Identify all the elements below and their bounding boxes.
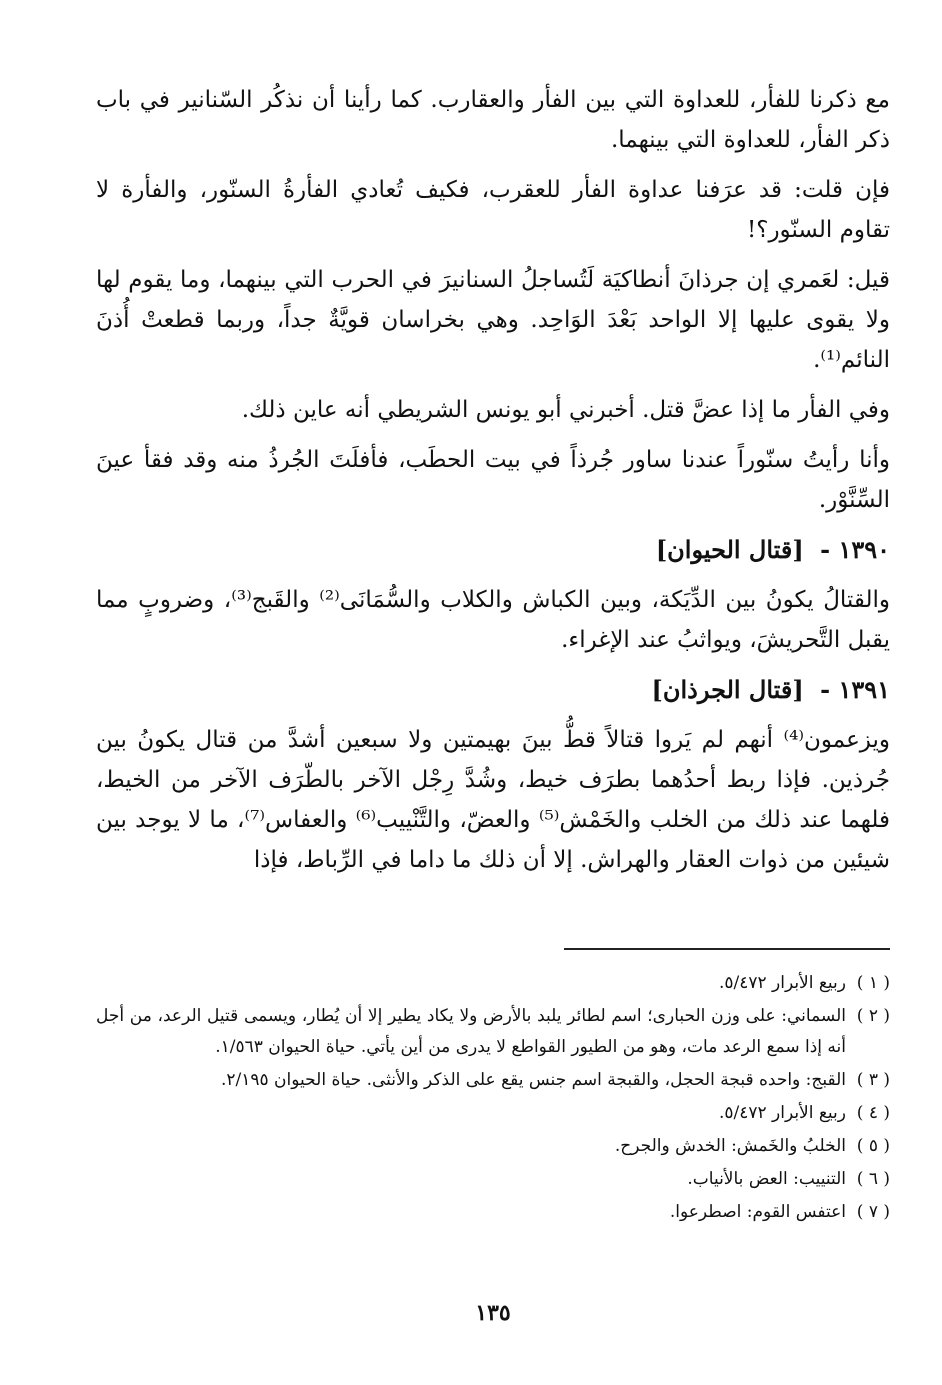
section-number-1390: ١٣٩٠ -: [820, 535, 890, 564]
footnote-text: الخلبُ والخَمش: الخدش والجرح.: [614, 1136, 846, 1156]
footnote-divider: [564, 948, 890, 950]
paragraph-rat-fighting: ويزعمون⁽⁴⁾ أنهم لم يَروا قتالاً قطُّ بينَ بهيمتين ولا سبعين أشدَّ من قتال يكونُ بين جُرذين. فإذا ربط أحدُهما بطرَف خيط، وشُدَّ رِجْل الآخر بالطّرَف الآخر من الخيط، فلهما عند ذلك من الخلب والخَمْش⁽⁵⁾ والعضّ، والتَّنْييب⁽⁶⁾ والعفاس⁽⁷⁾، ما لا يوجد بين شيئين من ذوات العقار والهراش. إلا أن ذلك ما داما في الرِّباط، فإذا: [96, 727, 890, 873]
footnote-text: التنييب: العض بالأنياب.: [687, 1169, 846, 1189]
footnote-number: ( ٦ ): [856, 1169, 890, 1189]
footnote-text: ربيع الأبرار ٥/٤٧٢.: [718, 1103, 846, 1123]
section-title-1390: [قتال الحيوان]: [655, 535, 804, 564]
footnote: [96, 1065, 890, 1096]
footnote: [96, 1001, 890, 1063]
paragraph-cats-mice: مع ذكرنا للفأر، للعداوة التي بين الفأر والعقارب. كما رأينا أن نذكُر السّنانير في باب ذكر الفأر، للعداوة التي بينهما.: [96, 87, 890, 153]
section-heading-1391: [96, 670, 890, 710]
section-number-1391: ١٣٩١ -: [820, 675, 890, 704]
paragraph-animal-fighting: والقتالُ يكونُ بين الدِّيَكة، وبين الكباش والكلاب والسُّمَانَى⁽²⁾ والقَبج⁽³⁾، وضروبٍ مما يقبل التَّحريشَ، ويواثبُ عند الإغراء.: [96, 587, 890, 653]
footnote: [96, 1131, 890, 1162]
paragraph-question: فإن قلت: قد عرَفنا عداوة الفأر للعقرب، فكيف تُعادي الفأرةُ السنّور، والفأرة لا تقاوم السنّور؟!: [96, 177, 890, 243]
footnote-number: ( ٣ ): [856, 1070, 890, 1090]
footnote: [96, 1164, 890, 1195]
section-heading-1390: [96, 530, 890, 570]
footnote-number: ( ٥ ): [856, 1136, 890, 1156]
footnote-number: ( ١ ): [856, 973, 890, 993]
footnote-number: ( ٧ ): [856, 1202, 890, 1222]
footnote: [96, 968, 890, 999]
footnotes: [96, 968, 890, 1230]
paragraph-deadly-bite: وفي الفأر ما إذا عضَّ قتل. أخبرني أبو يونس الشريطي أنه عاين ذلك.: [241, 397, 890, 423]
footnote-text: السماني: على وزن الحبارى؛ اسم لطائر يلبد بالأرض ولا يكاد يطير إلا أن يُطار، ويسمى قتيل الرعد، من أجل أنه إذا سمع الرعد مات، وهو من الطيور القواطع لا يدرى من أين يأتي. حياة الحيوان ١/٥٦٣.: [96, 1006, 846, 1057]
book-page: [96, 60, 890, 1345]
footnote-number: ( ٢ ): [856, 1006, 890, 1026]
footnote-number: ( ٤ ): [856, 1103, 890, 1123]
footnote: [96, 1098, 890, 1129]
footnote-text: ربيع الأبرار ٥/٤٧٢.: [718, 973, 846, 993]
section-title-1391: [قتال الجرذان]: [651, 675, 804, 704]
page-number: ١٣٥: [475, 1300, 511, 1326]
paragraph-cat-eye: وأنا رأيتُ سنّوراً عندنا ساور جُرذاً في بيت الحطَب، فأفلَتَ الجُرذُ منه وقد فقأ عينَ السِّنَّوْر.: [96, 447, 890, 513]
footnote-text: اعتفس القوم: اصطرعوا.: [669, 1202, 846, 1222]
footnote-text: القبج: واحده قبجة الحجل، والقبجة اسم جنس يقع على الذكر والأنثى. حياة الحيوان ٢/١٩٥.: [220, 1070, 846, 1090]
main-text: [96, 80, 890, 890]
footnote: [96, 1197, 890, 1228]
paragraph-answer: قيل: لعَمري إن جرذانَ أنطاكيَة لَتُساجلُ السنانيرَ في الحرب التي بينهما، وما يقوم لها ولا يقوى عليها إلا الواحد بَعْدَ الوَاحِد. وهي بخراسان قويَّةٌ جداً، وربما قطعتْ أُذنَ النائم⁽¹⁾.: [96, 267, 890, 373]
